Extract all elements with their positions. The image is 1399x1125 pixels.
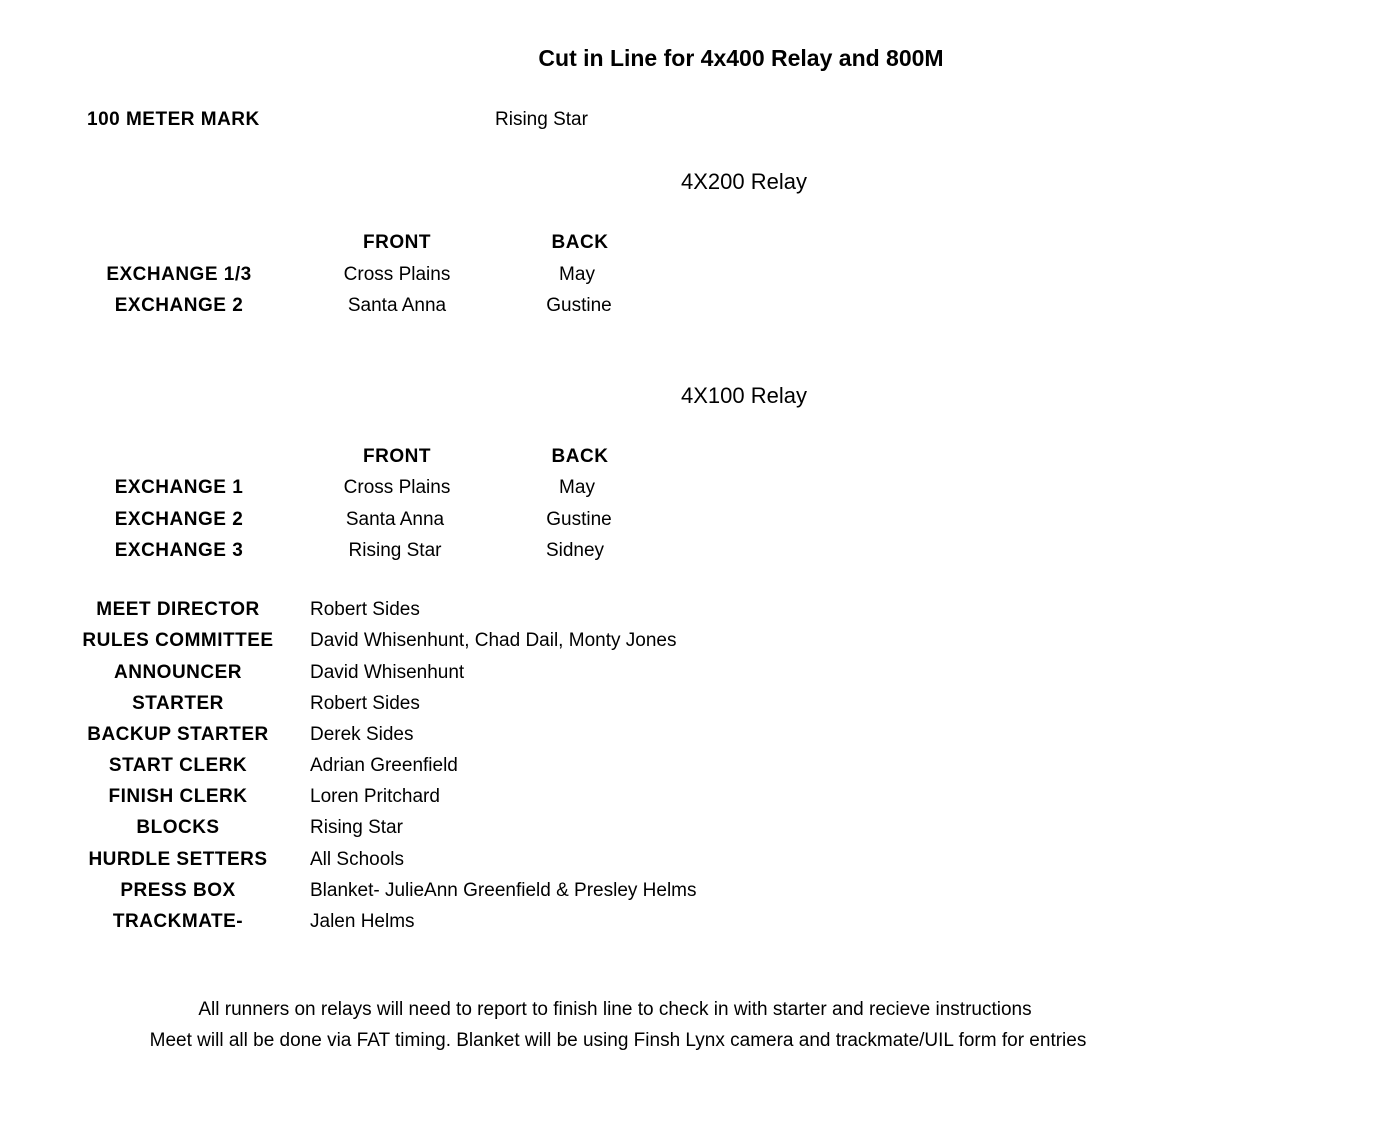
col-back-header: BACK — [551, 232, 609, 253]
page-title: Cut in Line for 4x400 Relay and 800M — [538, 45, 944, 71]
official-role: BACKUP STARTER — [87, 724, 269, 745]
official-name: Robert Sides — [310, 693, 420, 714]
note-line: Meet will all be done via FAT timing. Blanket will be using Finsh Lynx camera and trackmate/UIL form for entries — [149, 1030, 1087, 1051]
official-name: Rising Star — [310, 817, 403, 838]
exchange-label: EXCHANGE 2 — [114, 295, 244, 316]
official-role: PRESS BOX — [120, 880, 236, 901]
official-name: Derek Sides — [310, 724, 414, 745]
official-name: Robert Sides — [310, 599, 420, 620]
front-school: Rising Star — [348, 540, 442, 561]
official-name: All Schools — [310, 849, 404, 870]
official-role: FINISH CLERK — [108, 786, 248, 807]
back-school: Gustine — [546, 509, 612, 530]
meter-mark-label: 100 METER MARK — [87, 109, 260, 130]
back-school: Sidney — [545, 540, 605, 561]
exchange-label: EXCHANGE 1 — [114, 477, 244, 498]
official-role: RULES COMMITTEE — [82, 630, 274, 651]
exchange-label: EXCHANGE 3 — [114, 540, 244, 561]
official-role: MEET DIRECTOR — [96, 599, 260, 620]
official-name: David Whisenhunt, Chad Dail, Monty Jones — [310, 630, 677, 651]
official-name: Loren Pritchard — [310, 786, 440, 807]
official-role: HURDLE SETTERS — [88, 849, 268, 870]
col-front-header: FRONT — [363, 232, 431, 253]
front-school: Santa Anna — [345, 509, 445, 530]
meter-mark-value: Rising Star — [495, 109, 588, 130]
official-role: START CLERK — [108, 755, 248, 776]
relay-4x200-heading: 4X200 Relay — [681, 169, 807, 194]
front-school: Cross Plains — [343, 264, 451, 285]
official-name: Jalen Helms — [310, 911, 415, 932]
col-back-header: BACK — [551, 446, 609, 467]
exchange-label: EXCHANGE 1/3 — [106, 264, 252, 285]
official-role: ANNOUNCER — [114, 662, 242, 683]
relay-4x100-heading: 4X100 Relay — [681, 383, 807, 408]
official-name: David Whisenhunt — [310, 662, 465, 683]
col-front-header: FRONT — [363, 446, 431, 467]
note-line: All runners on relays will need to report to finish line to check in with starter and recieve instructions — [198, 999, 1032, 1020]
front-school: Santa Anna — [347, 295, 447, 316]
official-name: Blanket- JulieAnn Greenfield & Presley Helms — [310, 880, 697, 901]
official-role: STARTER — [132, 693, 224, 714]
back-school: May — [559, 477, 595, 498]
official-role: BLOCKS — [136, 817, 220, 838]
official-name: Adrian Greenfield — [310, 755, 458, 776]
official-role: TRACKMATE- — [112, 911, 244, 932]
back-school: May — [559, 264, 595, 285]
back-school: Gustine — [546, 295, 612, 316]
exchange-label: EXCHANGE 2 — [114, 509, 244, 530]
front-school: Cross Plains — [343, 477, 451, 498]
